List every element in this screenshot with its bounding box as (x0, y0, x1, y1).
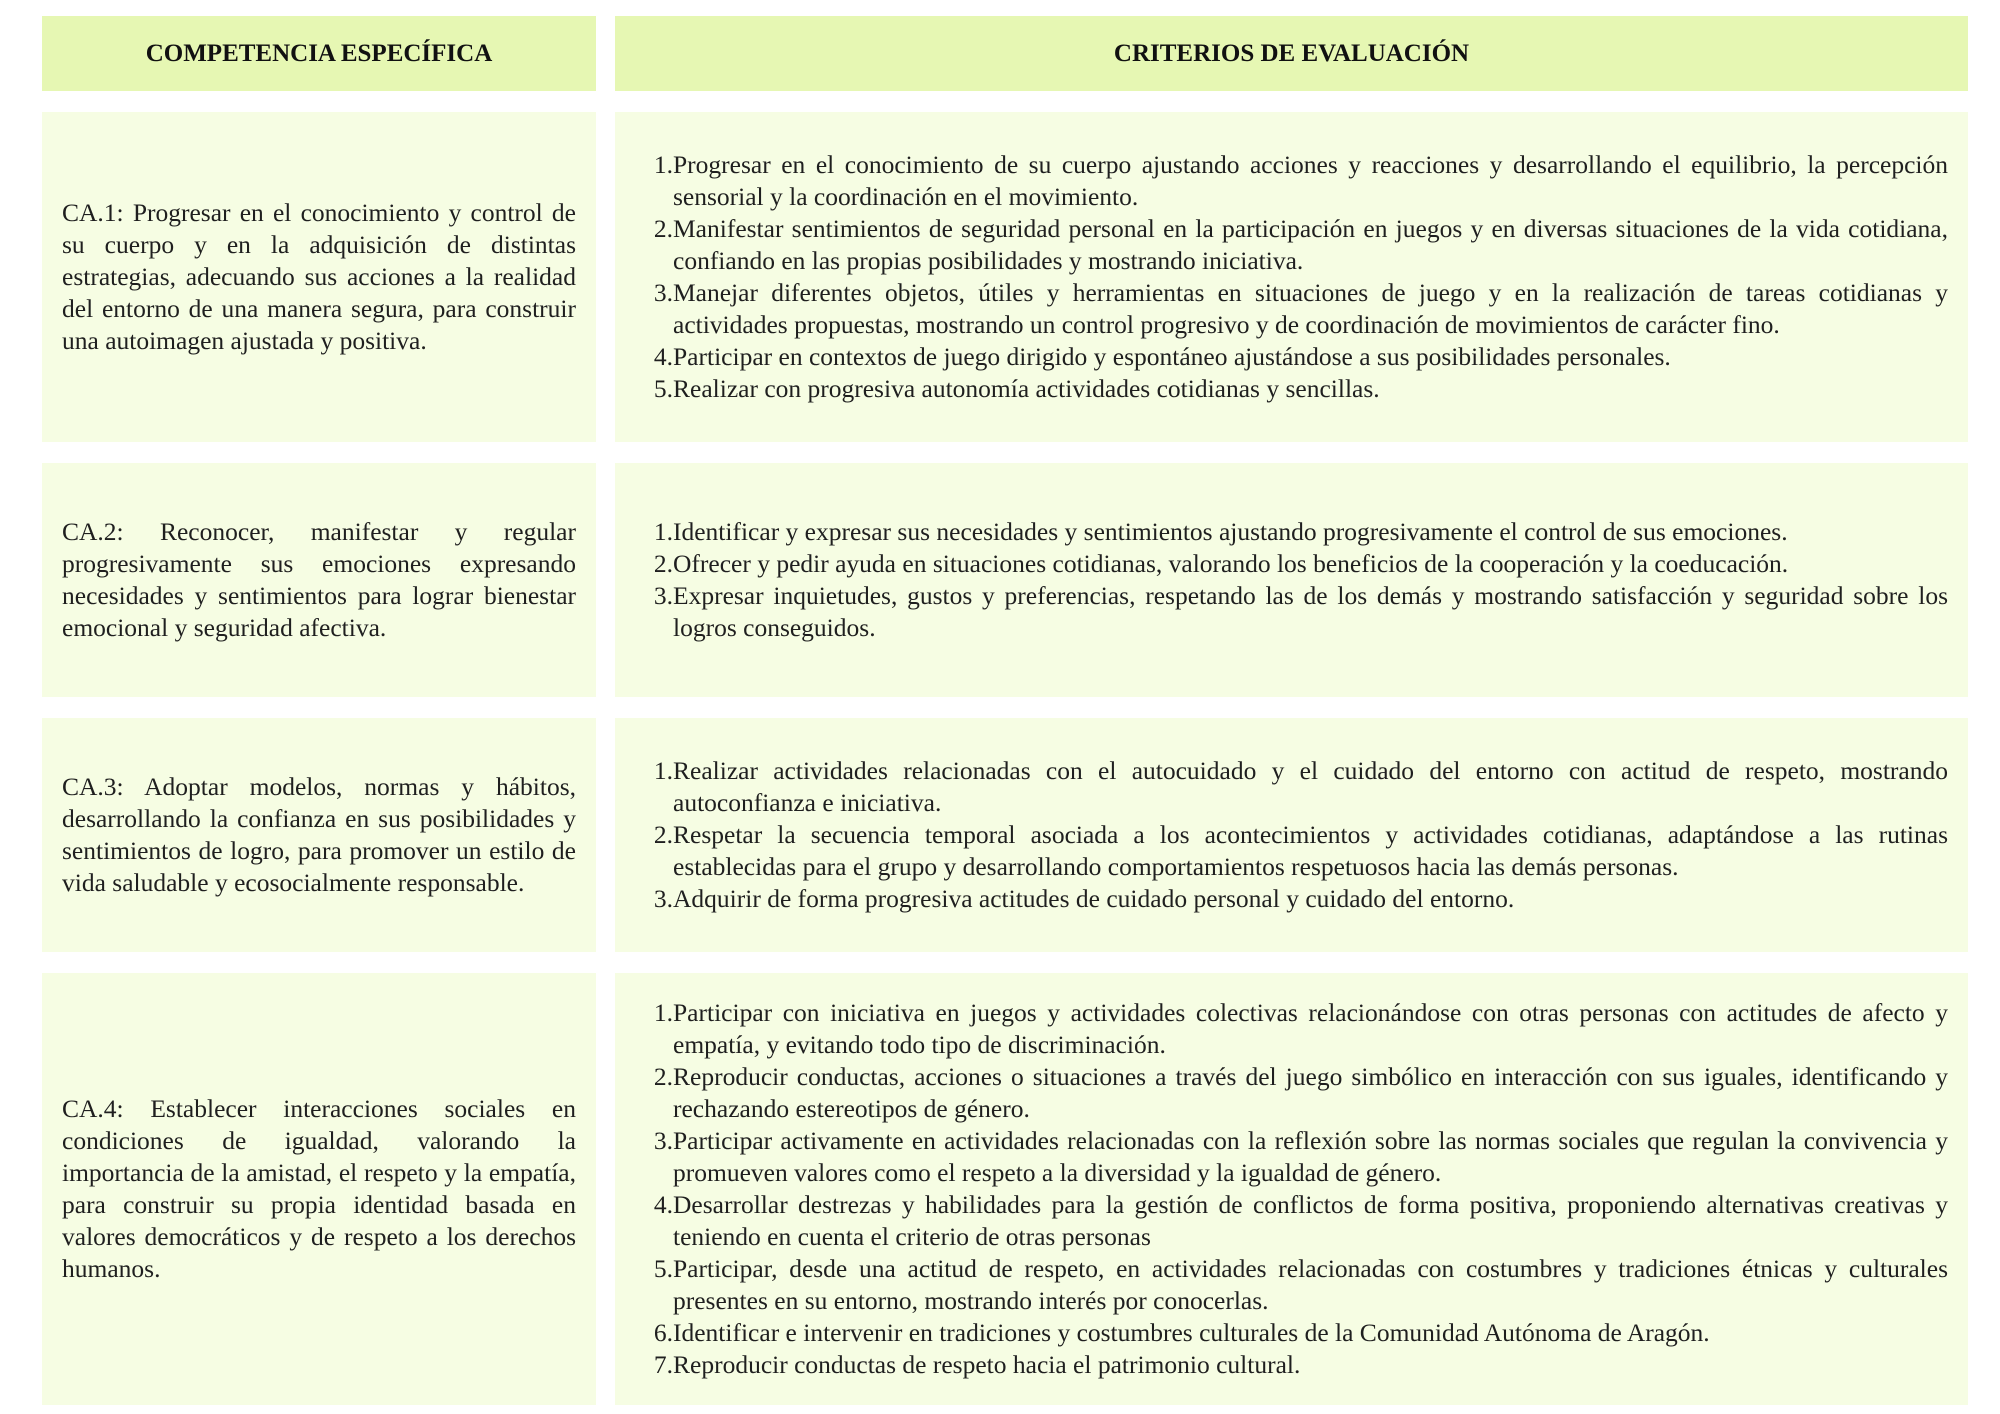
criterio-text: Reproducir conductas de respeto hacia el patrimonio cultural. (673, 1350, 1301, 1379)
criterio-item (651, 819, 1948, 883)
criterio-text: Identificar y expresar sus necesidades y sentimientos ajustando progresivamente el control de sus emociones. (673, 517, 1788, 546)
criterio-item (651, 883, 1948, 915)
criterio-text: Participar, desde una actitud de respeto, en actividades relacionadas con costumbres y tradiciones étnicas y culturales presentes en su entorno, mostrando interés por conocerlas. (673, 1254, 1948, 1315)
criterio-item (651, 548, 1948, 580)
criterio-item (651, 1317, 1948, 1349)
criterio-item (651, 1061, 1948, 1125)
criterio-number: 2. (653, 214, 673, 243)
criterios-list (651, 997, 1948, 1381)
criterio-text: Identificar e intervenir en tradiciones y costumbres culturales de la Comunidad Autónoma de Aragón. (673, 1318, 1710, 1347)
criterio-text: Respetar la secuencia temporal asociada a los acontecimientos y actividades cotidianas, adaptándose a las rutinas establecidas para el grupo y desarrollando comportamientos respetuosos hacia las demás personas. (673, 820, 1948, 881)
competencia-cell-1 (42, 112, 596, 442)
competencia-cell-2 (42, 463, 596, 697)
criterios-cell-1 (615, 112, 1968, 442)
competencia-cell-3 (42, 718, 596, 952)
criterio-item (651, 755, 1948, 819)
header-criterios (615, 16, 1968, 91)
criterio-number: 3. (653, 1126, 673, 1155)
criterio-number: 2. (653, 1062, 673, 1091)
criterio-number: 2. (653, 820, 673, 849)
header-competencia (42, 16, 596, 91)
criterio-item (651, 1349, 1948, 1381)
competencia-cell-4 (42, 973, 596, 1405)
criterio-text: Ofrecer y pedir ayuda en situaciones cotidianas, valorando los beneficios de la cooperación y la coeducación. (673, 549, 1789, 578)
criterio-text: Reproducir conductas, acciones o situaciones a través del juego simbólico en interacción con sus iguales, identificando y rechazando estereotipos de género. (673, 1062, 1948, 1123)
criterio-number: 5. (653, 1254, 673, 1283)
criterios-list (651, 755, 1948, 915)
criterio-text: Participar con iniciativa en juegos y actividades colectivas relacionándose con otras personas con actitudes de afecto y empatía, y evitando todo tipo de discriminación. (673, 998, 1948, 1059)
criterio-text: Expresar inquietudes, gustos y preferencias, respetando las de los demás y mostrando satisfacción y seguridad sobre los logros conseguidos. (673, 581, 1948, 642)
criterio-item (651, 341, 1948, 373)
criterios-list (651, 516, 1948, 644)
criterio-text: Participar activamente en actividades relacionadas con la reflexión sobre las normas sociales que regulan la convivencia y promueven valores como el respeto a la diversidad y la igualdad de género. (673, 1126, 1948, 1187)
competencia-text: CA.3: Adoptar modelos, normas y hábitos, desarrollando la confianza en sus posibilidades y sentimientos de logro, para promover un estilo de vida saludable y ecosocialmente responsable. (62, 772, 576, 897)
criterio-number: 1. (653, 150, 673, 179)
criterio-item (651, 580, 1948, 644)
criterio-item (651, 516, 1948, 548)
header-competencia-label: COMPETENCIA ESPECÍFICA (145, 39, 493, 67)
criterio-text: Realizar con progresiva autonomía actividades cotidianas y sencillas. (673, 374, 1380, 403)
criterio-text: Manejar diferentes objetos, útiles y herramientas en situaciones de juego y en la realización de tareas cotidianas y actividades propuestas, mostrando un control progresivo y de coordinación de movimientos de carácter fino. (673, 278, 1948, 339)
competencia-text: CA.4: Establecer interacciones sociales en condiciones de igualdad, valorando la importancia de la amistad, el respeto y la empatía, para construir su propia identidad basada en valores democráticos y de respeto a los derechos humanos. (62, 1094, 576, 1283)
criterio-number: 5. (653, 374, 673, 403)
criterio-number: 4. (653, 342, 673, 371)
criterios-cell-4 (615, 973, 1968, 1405)
criterio-text: Progresar en el conocimiento de su cuerpo ajustando acciones y reacciones y desarrollando el equilibrio, la percepción sensorial y la coordinación en el movimiento. (673, 150, 1948, 211)
criterio-text: Participar en contextos de juego dirigido y espontáneo ajustándose a sus posibilidades personales. (673, 342, 1671, 371)
criterio-item (651, 1189, 1948, 1253)
criterio-text: Manifestar sentimientos de seguridad personal en la participación en juegos y en diversas situaciones de la vida cotidiana, confiando en las propias posibilidades y mostrando iniciativa. (673, 214, 1948, 275)
criterio-number: 2. (653, 549, 673, 578)
criterio-number: 3. (653, 581, 673, 610)
criterio-text: Adquirir de forma progresiva actitudes de cuidado personal y cuidado del entorno. (673, 884, 1515, 913)
criterio-item (651, 149, 1948, 213)
criterio-text: Desarrollar destrezas y habilidades para la gestión de conflictos de forma positiva, proponiendo alternativas creativas y teniendo en cuenta el criterio de otras personas (673, 1190, 1948, 1251)
criterio-number: 4. (653, 1190, 673, 1219)
criterio-number: 6. (653, 1318, 673, 1347)
criterio-number: 3. (653, 278, 673, 307)
criterio-number: 1. (653, 517, 673, 546)
competencia-text: CA.2: Reconocer, manifestar y regular progresivamente sus emociones expresando necesidades y sentimientos para lograr bienestar emocional y seguridad afectiva. (62, 517, 576, 642)
criterio-item (651, 997, 1948, 1061)
criterio-item (651, 1253, 1948, 1317)
criterios-list (651, 149, 1948, 405)
criterio-item (651, 277, 1948, 341)
criterio-item (651, 213, 1948, 277)
criterios-cell-3 (615, 718, 1968, 952)
criterio-item (651, 1125, 1948, 1189)
criterio-text: Realizar actividades relacionadas con el autocuidado y el cuidado del entorno con actitud de respeto, mostrando autoconfianza e iniciativa. (673, 756, 1948, 817)
header-criterios-label: CRITERIOS DE EVALUACIÓN (1113, 39, 1470, 67)
criterio-number: 7. (653, 1350, 673, 1379)
criterio-number: 3. (653, 884, 673, 913)
criterio-number: 1. (653, 756, 673, 785)
competencia-text: CA.1: Progresar en el conocimiento y control de su cuerpo y en la adquisición de distintas estrategias, adecuando sus acciones a la realidad del entorno de una manera segura, para construir una autoimagen ajustada y positiva. (62, 198, 576, 355)
criterio-item (651, 373, 1948, 405)
criterios-cell-2 (615, 463, 1968, 697)
criterio-number: 1. (653, 998, 673, 1027)
